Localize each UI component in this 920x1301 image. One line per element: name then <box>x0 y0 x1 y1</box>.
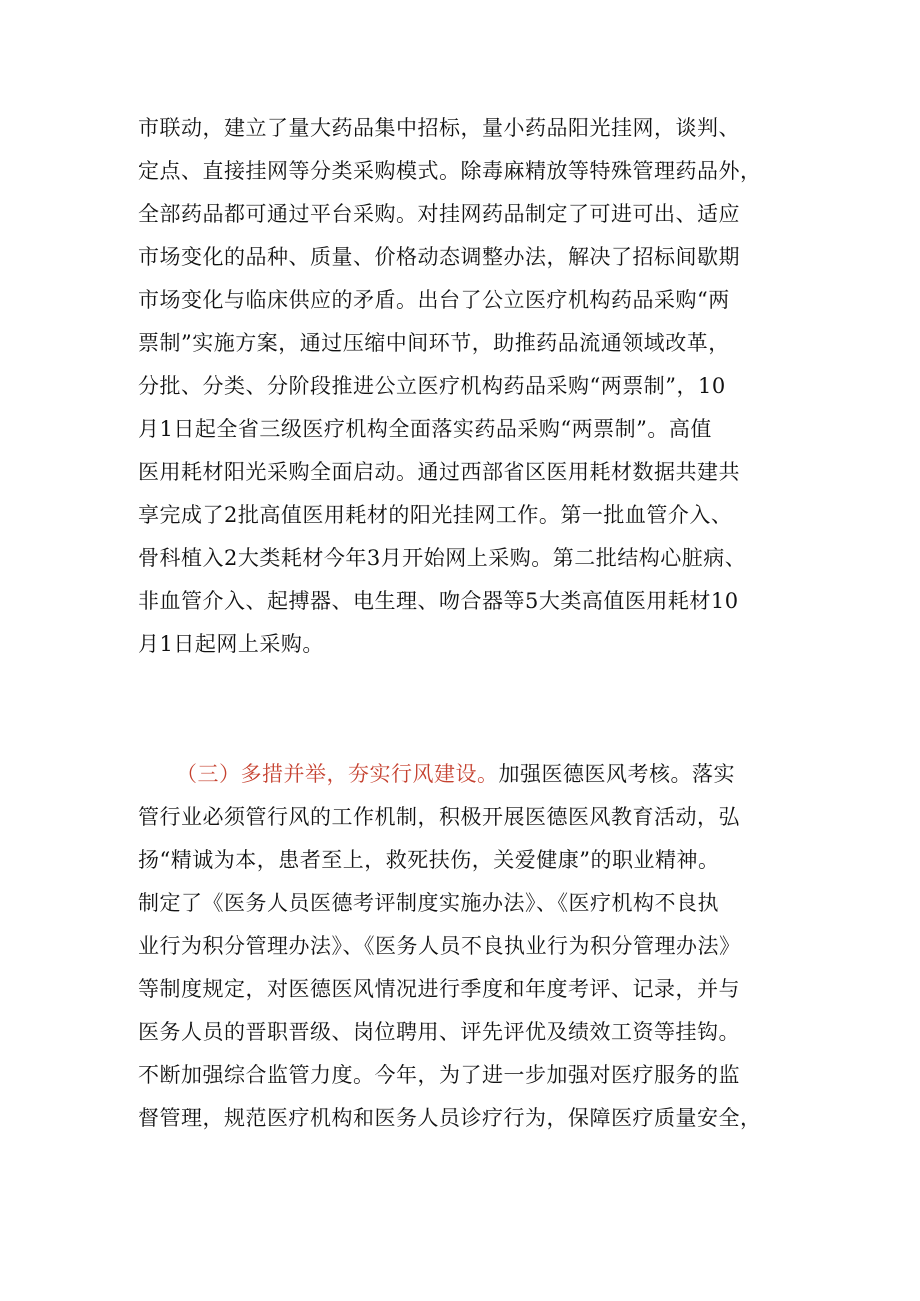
text-line: 全部药品都可通过平台采购。对挂网药品制定了可进可出、适应 <box>138 202 740 226</box>
paragraph-procurement <box>138 107 798 666</box>
text-line: 非血管介入、起搏器、电生理、吻合器等5大类高值医用耗材10 <box>138 589 739 613</box>
text-line: 督管理，规范医疗机构和医务人员诊疗行为，保障医疗质量安全， <box>138 1106 762 1130</box>
text-line: 定点、直接挂网等分类采购模式。除毒麻精放等特殊管理药品外， <box>138 159 762 183</box>
text-line: 月1日起网上采购。 <box>138 632 324 656</box>
text-line: 市场变化与临床供应的矛盾。出台了公立医疗机构药品采购“两 <box>138 288 730 312</box>
text-line: 分批、分类、分阶段推进公立医疗机构药品采购“两票制”，10 <box>138 374 726 398</box>
text-line: 市联动，建立了量大药品集中招标，量小药品阳光挂网，谈判、 <box>138 116 740 140</box>
section-heading: （三）多措并举，夯实行风建设。 <box>176 762 499 786</box>
text-line: 票制”实施方案，通过压缩中间环节，助推药品流通领域改革， <box>138 331 730 355</box>
text-run: 加强医德医风考核。落实 <box>498 762 735 786</box>
text-line: 制定了《医务人员医德考评制度实施办法》、《医疗机构不良执 <box>138 891 719 915</box>
text-line-first <box>138 753 798 796</box>
text-line: 享完成了2批高值医用耗材的阳光挂网工作。第一批血管介入、 <box>138 503 733 527</box>
text-line: 等制度规定，对医德医风情况进行季度和年度考评、记录，并与 <box>138 977 740 1001</box>
text-line: 骨科植入2大类耗材今年3月开始网上采购。第二批结构心脏病、 <box>138 546 747 570</box>
text-line: 月1日起全省三级医疗机构全面落实药品采购“两票制”。高值 <box>138 417 712 441</box>
text-line: 扬“精诚为本，患者至上，救死扶伤，关爱健康”的职业精神。 <box>138 848 720 872</box>
text-line: 医务人员的晋职晋级、岗位聘用、评先评优及绩效工资等挂钩。 <box>138 1020 740 1044</box>
paragraph-conduct <box>138 753 798 1140</box>
text-line: 业行为积分管理办法》、《医务人员不良执业行为积分管理办法》 <box>138 934 741 958</box>
text-line: 市场变化的品种、质量、价格动态调整办法，解决了招标间歇期 <box>138 245 740 269</box>
text-line: 不断加强综合监管力度。今年，为了进一步加强对医疗服务的监 <box>138 1063 740 1087</box>
text-line: 医用耗材阳光采购全面启动。通过西部省区医用耗材数据共建共 <box>138 460 740 484</box>
text-line: 管行业必须管行风的工作机制，积极开展医德医风教育活动，弘 <box>138 805 740 829</box>
